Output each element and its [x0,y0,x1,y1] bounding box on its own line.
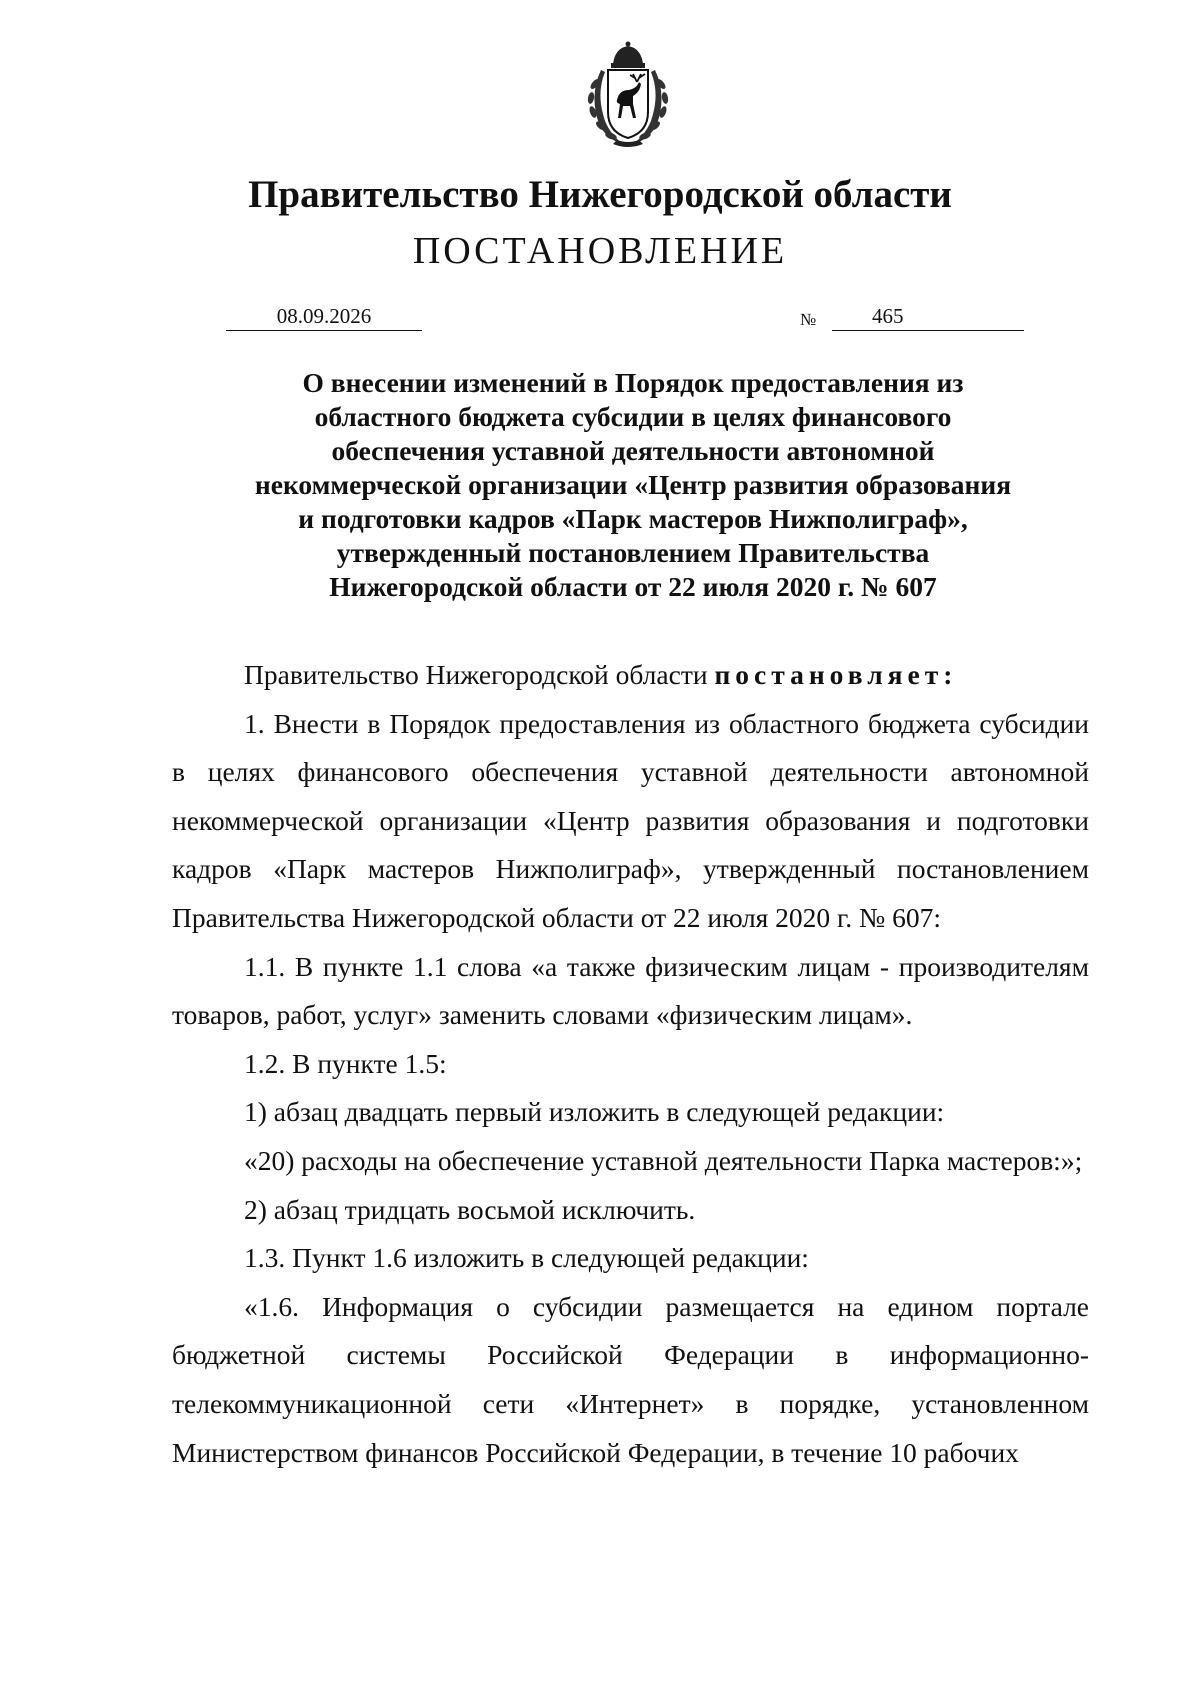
subject-line: утвержденный постановлением Правительства [336,537,930,568]
document-number: 465 [872,304,904,328]
body-paragraph: 1.1. В пункте 1.1 слова «а также физическим лицам - производителям товаров, работ, услуг» заменить словами «физическим лицам». [172,950,1089,1031]
body-paragraph: 2) абзац тридцать восьмой исключить. [244,1193,696,1225]
body-paragraph: 1) абзац двадцать первый изложить в следующей редакции: [244,1096,945,1128]
subject-line: обеспечения уставной деятельности автономной [331,435,935,466]
document-number-field [832,302,1024,331]
document-date: 08.09.2026 [226,302,422,331]
nizhny-novgorod-coat-of-arms-icon [573,40,683,152]
body-paragraph: «1.6. Информация о субсидии размещается на едином портале бюджетной системы Российской Федерации в информационно-телекоммуникационной сети «Интернет» в порядке, установленном Министерством финансов Российской Федерации, в течение 10 рабочих [172,1290,1089,1468]
subject-line: некоммерческой организации «Центр развития образования [254,469,1012,500]
subject-line: Нижегородской области от 22 июля 2020 г. № 607 [329,571,937,602]
document-type: ПОСТАНОВЛЕНИЕ [412,230,788,272]
body-paragraph: 1.2. В пункте 1.5: [244,1047,447,1079]
document-subject [200,366,1066,604]
subject-line: областного бюджета субсидии в целях финансового [314,401,952,432]
document-body [172,651,1089,1477]
subject-line: и подготовки кадров «Парк мастеров Нижполиграф», [298,503,968,534]
intro-subject: Правительство Нижегородской области [244,659,715,690]
number-sign: № [800,310,817,329]
subject-line: О внесении изменений в Порядок предоставления из [302,367,964,398]
intro-paragraph [172,651,1089,700]
body-paragraph: «20) расходы на обеспечение уставной деятельности Парка мастеров:»; [244,1144,1083,1176]
government-title: Правительство Нижегородской области [248,173,952,216]
body-paragraph: 1.3. Пункт 1.6 изложить в следующей редакции: [244,1242,809,1274]
body-paragraph: 1. Внести в Порядок предоставления из областного бюджета субсидии в целях финансового обеспечения уставной деятельности автономной некоммерческой организации «Центр развития образования и подготовки кадров «Парк мастеров Нижполиграф», утвержденный постановлением Правительства Нижегородской области от 22 июля 2020 г. № 607: [172,707,1089,933]
intro-verb: постановляет: [714,659,958,690]
